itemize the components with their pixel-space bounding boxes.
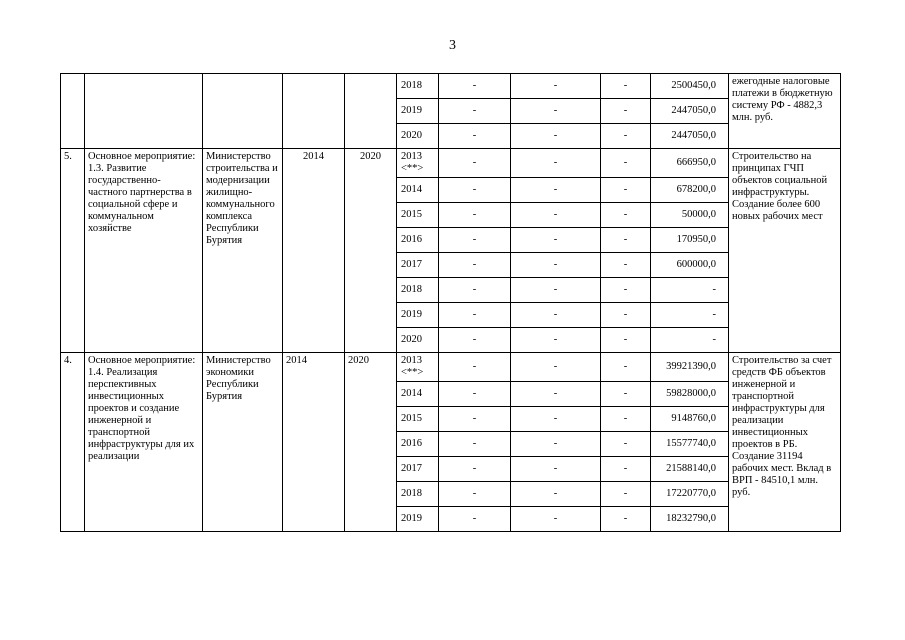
year-cell: 2013 <**>	[397, 149, 439, 178]
name-cell: Основное мероприятие: 1.4. Реализация перспективных инвестиционных проектов и создание инженерной и транспортной инфраструктуры для их реализации	[85, 353, 203, 532]
value-cell: -	[601, 203, 651, 228]
value-cell: -	[511, 303, 601, 328]
result-cell: Строительство на принципах ГЧП объектов социальной инфраструктуры. Создание более 600 новых рабочих мест	[729, 149, 841, 353]
end-cell: 2020	[345, 149, 397, 353]
number-cell: 4.	[61, 353, 85, 532]
year-cell: 2018	[397, 278, 439, 303]
amount-cell: 666950,0	[651, 149, 729, 178]
amount-cell: 678200,0	[651, 178, 729, 203]
number-cell	[61, 74, 85, 149]
amount-cell: 59828000,0	[651, 382, 729, 407]
value-cell: -	[511, 74, 601, 99]
value-cell: -	[601, 457, 651, 482]
value-cell: -	[601, 432, 651, 457]
amount-cell: -	[651, 303, 729, 328]
value-cell: -	[511, 228, 601, 253]
value-cell: -	[439, 278, 511, 303]
table-row	[61, 149, 841, 178]
executor-cell	[203, 74, 283, 149]
start-cell: 2014	[283, 149, 345, 353]
value-cell: -	[439, 74, 511, 99]
year-cell: 2015	[397, 407, 439, 432]
name-cell	[85, 74, 203, 149]
year-cell: 2018	[397, 74, 439, 99]
value-cell: -	[511, 278, 601, 303]
year-cell: 2016	[397, 432, 439, 457]
end-cell	[345, 74, 397, 149]
value-cell: -	[511, 353, 601, 382]
value-cell: -	[601, 124, 651, 149]
amount-cell: 18232790,0	[651, 507, 729, 532]
amount-cell: 15577740,0	[651, 432, 729, 457]
value-cell: -	[511, 328, 601, 353]
value-cell: -	[601, 482, 651, 507]
year-cell: 2020	[397, 124, 439, 149]
value-cell: -	[601, 328, 651, 353]
year-cell: 2016	[397, 228, 439, 253]
amount-cell: -	[651, 328, 729, 353]
value-cell: -	[601, 278, 651, 303]
value-cell: -	[511, 203, 601, 228]
value-cell: -	[601, 99, 651, 124]
page-number: 3	[449, 38, 456, 53]
end-cell: 2020	[345, 353, 397, 532]
value-cell: -	[439, 507, 511, 532]
year-cell: 2013 <**>	[397, 353, 439, 382]
amount-cell: 170950,0	[651, 228, 729, 253]
table-body	[61, 74, 841, 532]
value-cell: -	[511, 382, 601, 407]
amount-cell: 9148760,0	[651, 407, 729, 432]
amount-cell: 17220770,0	[651, 482, 729, 507]
name-cell: Основное мероприятие: 1.3. Развитие государственно-частного партнерства в социальной сфере и коммунальном хозяйстве	[85, 149, 203, 353]
value-cell: -	[511, 253, 601, 278]
value-cell: -	[439, 382, 511, 407]
value-cell: -	[601, 303, 651, 328]
value-cell: -	[511, 178, 601, 203]
value-cell: -	[439, 178, 511, 203]
value-cell: -	[511, 457, 601, 482]
value-cell: -	[601, 74, 651, 99]
amount-cell: -	[651, 278, 729, 303]
amount-cell: 2500450,0	[651, 74, 729, 99]
value-cell: -	[439, 149, 511, 178]
start-cell	[283, 74, 345, 149]
value-cell: -	[511, 482, 601, 507]
year-cell: 2018	[397, 482, 439, 507]
result-cell: ежегодные налоговые платежи в бюджетную систему РФ - 4882,3 млн. руб.	[729, 74, 841, 149]
value-cell: -	[511, 124, 601, 149]
value-cell: -	[511, 407, 601, 432]
value-cell: -	[511, 507, 601, 532]
value-cell: -	[601, 407, 651, 432]
year-cell: 2017	[397, 457, 439, 482]
value-cell: -	[439, 457, 511, 482]
amount-cell: 600000,0	[651, 253, 729, 278]
executor-cell: Министерство строительства и модернизации жилищно-коммунального комплекса Республики Бурятия	[203, 149, 283, 353]
value-cell: -	[601, 178, 651, 203]
value-cell: -	[439, 407, 511, 432]
table-row	[61, 353, 841, 382]
value-cell: -	[439, 99, 511, 124]
value-cell: -	[439, 353, 511, 382]
value-cell: -	[439, 482, 511, 507]
value-cell: -	[601, 382, 651, 407]
value-cell: -	[511, 432, 601, 457]
value-cell: -	[439, 228, 511, 253]
value-cell: -	[439, 328, 511, 353]
value-cell: -	[439, 253, 511, 278]
result-cell: Строительство за счет средств ФБ объектов инженерной и транспортной инфраструктуры для реализации инвестиционных проектов в РБ. Создание 31194 рабочих мест. Вклад в ВРП - 84510,1 млн. руб.	[729, 353, 841, 532]
value-cell: -	[601, 149, 651, 178]
value-cell: -	[601, 353, 651, 382]
amount-cell: 2447050,0	[651, 124, 729, 149]
year-cell: 2019	[397, 507, 439, 532]
executor-cell: Министерство экономики Республики Бурятия	[203, 353, 283, 532]
year-cell: 2019	[397, 303, 439, 328]
year-cell: 2020	[397, 328, 439, 353]
value-cell: -	[601, 228, 651, 253]
value-cell: -	[511, 149, 601, 178]
table-row	[61, 74, 841, 99]
amount-cell: 39921390,0	[651, 353, 729, 382]
year-cell: 2014	[397, 382, 439, 407]
year-cell: 2019	[397, 99, 439, 124]
start-cell: 2014	[283, 353, 345, 532]
number-cell: 5.	[61, 149, 85, 353]
value-cell: -	[439, 203, 511, 228]
value-cell: -	[601, 253, 651, 278]
value-cell: -	[439, 303, 511, 328]
amount-cell: 21588140,0	[651, 457, 729, 482]
value-cell: -	[439, 432, 511, 457]
year-cell: 2015	[397, 203, 439, 228]
value-cell: -	[511, 99, 601, 124]
value-cell: -	[601, 507, 651, 532]
value-cell: -	[439, 124, 511, 149]
year-cell: 2017	[397, 253, 439, 278]
amount-cell: 2447050,0	[651, 99, 729, 124]
program-table	[60, 73, 841, 532]
amount-cell: 50000,0	[651, 203, 729, 228]
year-cell: 2014	[397, 178, 439, 203]
